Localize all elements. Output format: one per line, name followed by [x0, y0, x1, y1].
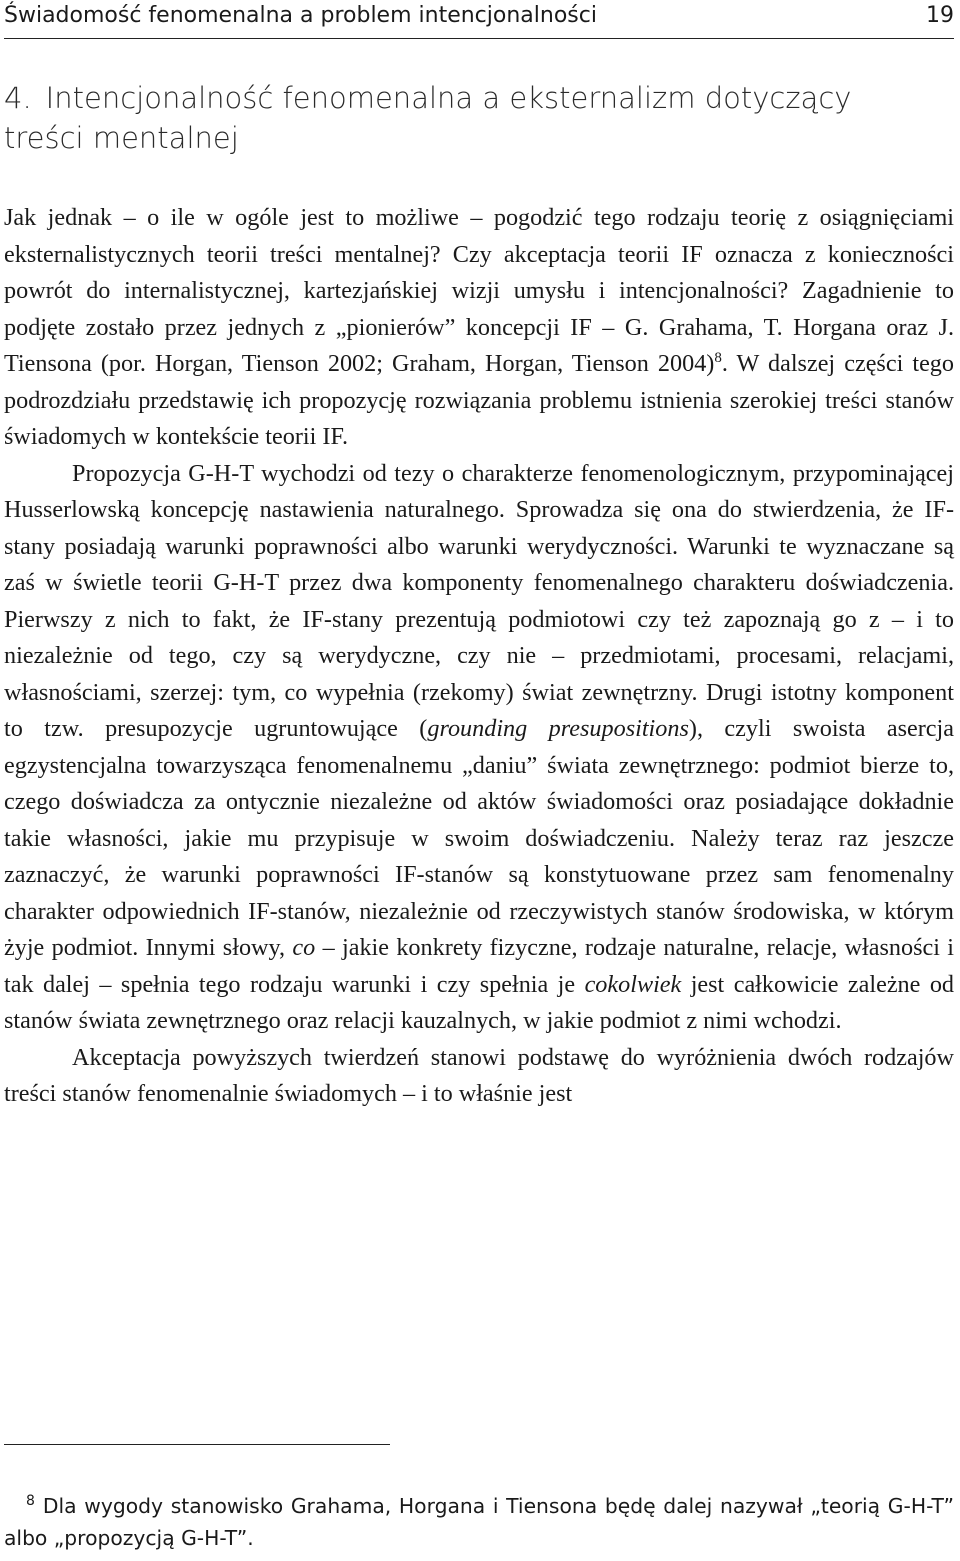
footnote-reference: 8: [714, 349, 722, 366]
footnote-text: Dla wygody stanowisko Grahama, Horgana i Tiensona będę dalej nazywał „teorią G-H-T” albo „propozycją G-H-T”.: [4, 1494, 954, 1550]
page-number: 19: [926, 3, 954, 28]
paragraph-1-text-a: Jak jednak – o ile w ogóle jest to możliwe – pogodzić tego rodzaju teorię z osiągnięciami eksternalistycznych teorii treści mentalnej? Czy akceptacja teorii IF oznacza z konieczności powrót do internalistycznej, kartezjańskiej wizji umysłu i intencjonalności? Zagadnienie to podjęte zostało przez jednych z „pionierów” koncepcji IF – G. Grahama, T. Horgana oraz J. Tiensona (por. Horgan, Tienson 2002; Graham, Horgan, Tienson 2004): [4, 204, 954, 377]
paragraph-2-text-c: – jakie konkrety fizyczne, rodzaje naturalne, relacje, własności i tak dalej – spełnia tego rodzaju warunki i czy spełnia je: [4, 934, 955, 998]
running-title: Świadomość fenomenalna a problem intencjonalności: [4, 3, 597, 28]
section-heading: [4, 78, 904, 158]
italic-term-cokolwiek: cokolwiek: [584, 970, 682, 998]
italic-term-co: co: [292, 934, 316, 961]
paragraph-2: [4, 456, 954, 1040]
body-text: [4, 200, 954, 1113]
header-rule: [4, 38, 954, 39]
italic-term-grounding: grounding presupositions: [427, 715, 689, 742]
section-title: Intencjonalność fenomenalna a eksternalizm dotyczący treści mentalnej: [4, 81, 852, 155]
paragraph-1: [4, 200, 954, 456]
running-header: [4, 2, 954, 30]
paragraph-2-text-a: Propozycja G-H-T wychodzi od tezy o charakterze fenomenologicznym, przypominającej Husserlowską koncepcję nastawienia naturalnego. Sprowadza się ona do stwierdzenia, że IF-stany posiadają warunki poprawności albo warunki werydyczności. Warunki te wyznaczane są zaś w świetle teorii G-H-T przez dwa komponenty fenomenalnego charakteru doświadczenia. Pierwszy z nich to fakt, że IF-stany prezentują podmiotowi czy też zapoznają go z – i to niezależnie od tego, czy są werydyczne, czy nie – przedmiotami, procesami, relacjami, własnościami, szerzej: tym, co wypełnia (rzekomy) świat zewnętrzny. Drugi istotny komponent to tzw. presupozycje ugruntowujące (: [4, 459, 954, 742]
footnote-number: 8: [26, 1493, 35, 1510]
section-number: 4.: [4, 81, 32, 115]
footnote-rule: [4, 1444, 390, 1445]
paragraph-3: Akceptacja powyższych twierdzeń stanowi podstawę do wyróżnienia dwóch rodzajów treści stanów fenomenalnie świadomych – i to właśnie jest: [4, 1043, 954, 1107]
paragraph-2-text-b: ), czyli swoista asercja egzystencjalna towarzysząca fenomenalnemu „daniu” świata zewnętrznego: podmiot bierze to, czego doświadcza za ontycznie niezależne od aktów świadomości oraz posiadające dokładnie takie własności, jakie mu przypisuje w swoim doświadczeniu. Należy teraz raz jeszcze zaznaczyć, że warunki poprawności IF-stanów są konstytuowane przez sam fenomenalny charakter odpowiednich IF-stanów, niezależnie od rzeczywistych stanów środowiska, w którym żyje podmiot. Innymi słowy,: [4, 715, 954, 961]
paragraph-2-text-d: jest całkowicie zależne od stanów świata zewnętrznego oraz relacji kauzalnych, w jakie podmiot z nimi wchodzi.: [4, 970, 955, 1034]
paragraph-1-text-b: . W dalszej części tego podrozdziału przedstawię ich propozycję rozwiązania problemu istnienia szerokiej treści stanów świadomych w kontekście teorii IF.: [4, 350, 954, 450]
footnote: [4, 1490, 954, 1554]
